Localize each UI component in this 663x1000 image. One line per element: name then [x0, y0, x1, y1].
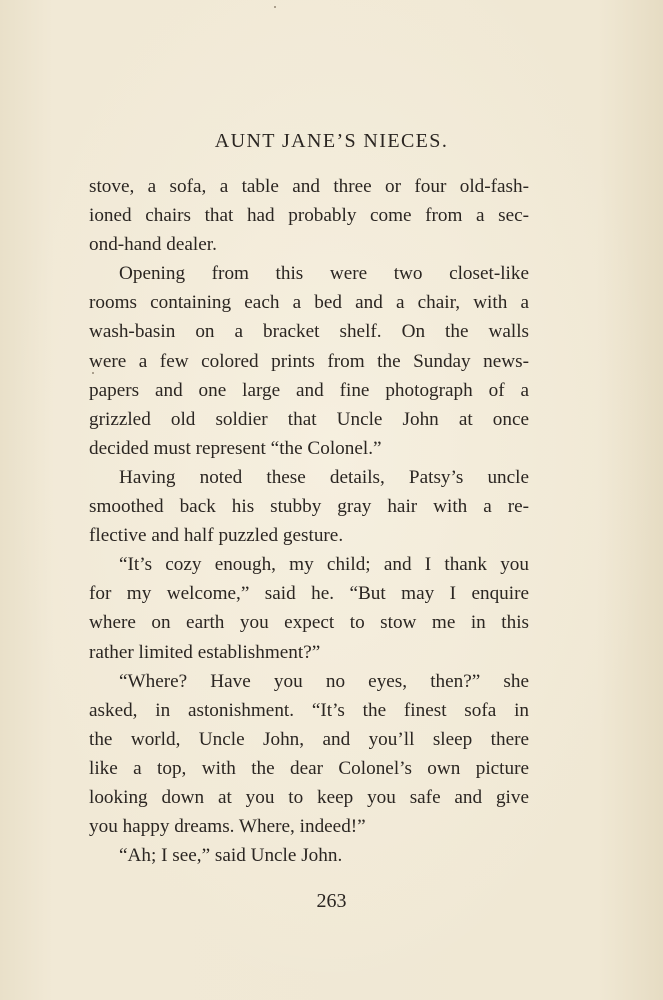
- text-line: wash-basin on a bracket shelf. On the walls: [89, 321, 529, 343]
- text-line: you happy dreams. Where, indeed!”: [89, 816, 366, 838]
- text-line: looking down at you to keep you safe and give: [89, 786, 529, 808]
- text-line: flective and half puzzled gesture.: [89, 525, 344, 547]
- paper-speck: [92, 372, 94, 374]
- running-head: AUNT JANE’S NIECES.: [214, 130, 449, 152]
- text-line: like a top, with the dear Colonel’s own picture: [89, 757, 529, 779]
- text-line: asked, in astonishment. “It’s the finest sofa in: [89, 699, 529, 721]
- text-line: smoothed back his stubby gray hair with a re-: [89, 496, 529, 518]
- text-line: where on earth you expect to stow me in this: [89, 612, 529, 634]
- page-number: 263: [316, 890, 347, 912]
- text-line: Having noted these details, Patsy’s uncle: [119, 466, 529, 488]
- text-line: Opening from this were two closet-like: [119, 263, 529, 285]
- text-line: “Where? Have you no eyes, then?” she: [119, 670, 529, 692]
- text-line: stove, a sofa, a table and three or four old-fash-: [89, 176, 529, 197]
- text-line: ioned chairs that had probably come from a sec-: [89, 205, 529, 227]
- text-line: for my welcome,” said he. “But may I enquire: [89, 583, 529, 605]
- body-text: [89, 172, 529, 870]
- text-line: were a few colored prints from the Sunday news-: [89, 350, 529, 372]
- text-line: papers and one large and fine photograph of a: [89, 379, 529, 401]
- text-line: decided must represent “the Colonel.”: [89, 437, 382, 459]
- text-line: “It’s cozy enough, my child; and I thank you: [119, 554, 529, 576]
- text-line: rather limited establishment?”: [89, 641, 321, 663]
- text-line: ond-hand dealer.: [89, 234, 217, 256]
- paper-speck: [274, 6, 276, 8]
- text-line: the world, Uncle John, and you’ll sleep there: [89, 728, 529, 750]
- text-line: grizzled old soldier that Uncle John at once: [89, 408, 529, 430]
- text-line: “Ah; I see,” said Uncle John.: [119, 845, 343, 867]
- text-line: rooms containing each a bed and a chair, with a: [89, 292, 529, 314]
